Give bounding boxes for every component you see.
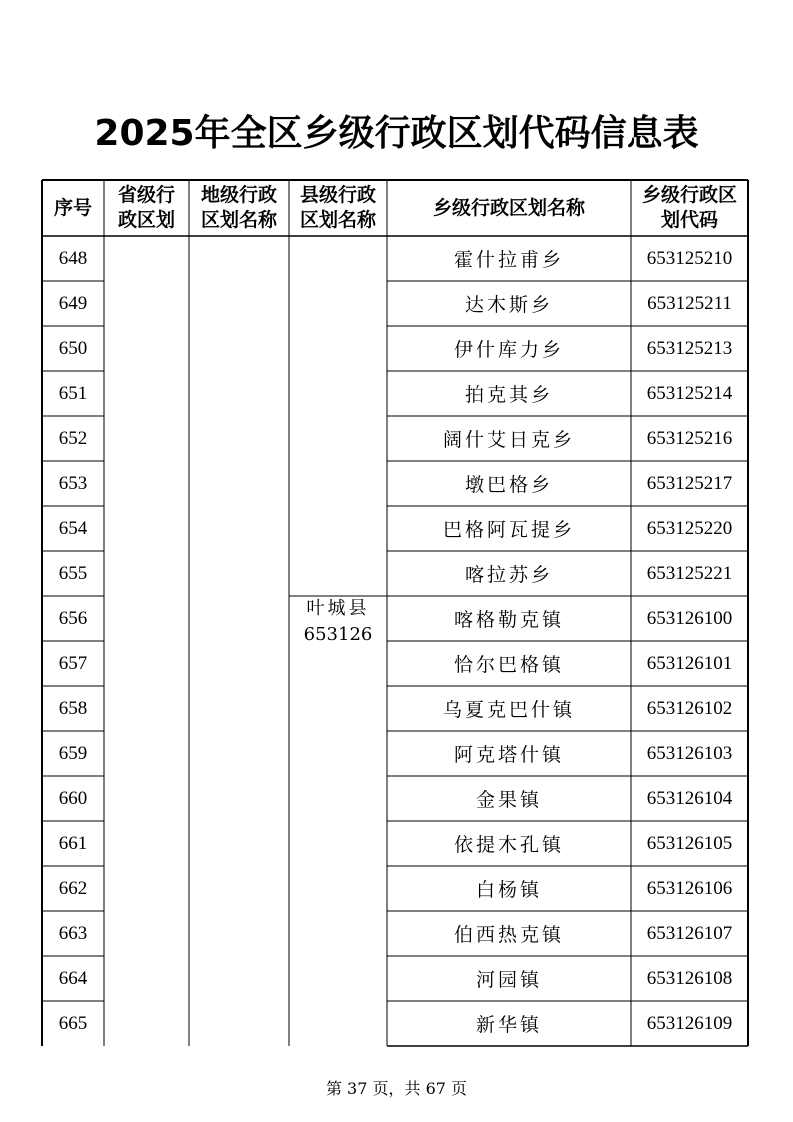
row-township-name: 依提木孔镇	[453, 834, 564, 856]
header-seq: 序号	[53, 196, 92, 219]
row-seq: 665	[58, 1012, 88, 1034]
row-code: 653126107	[646, 922, 733, 944]
row-township-name: 白杨镇	[475, 879, 542, 901]
row-township-name: 恰尔巴格镇	[453, 654, 564, 676]
row-township-name: 伯西热克镇	[453, 924, 564, 946]
row-township-name: 达木斯乡	[464, 294, 553, 316]
row-seq: 658	[58, 697, 88, 719]
row-seq: 651	[58, 382, 88, 404]
page-title: 2025年全区乡级行政区划代码信息表	[94, 113, 699, 154]
row-code: 653126100	[646, 607, 733, 629]
row-code: 653125221	[646, 562, 733, 584]
row-township-name: 喀拉苏乡	[464, 564, 553, 586]
county-cell	[289, 596, 387, 648]
row-code: 653126106	[646, 877, 733, 899]
row-code: 653126103	[646, 742, 733, 764]
row-seq: 650	[58, 337, 88, 359]
row-seq: 657	[58, 652, 88, 674]
row-seq: 652	[58, 427, 88, 449]
row-code: 653126104	[646, 787, 733, 809]
row-seq: 661	[58, 832, 88, 854]
row-code: 653125211	[647, 292, 732, 314]
row-seq: 655	[58, 562, 88, 584]
row-seq: 664	[58, 967, 88, 989]
county-name: 叶城县	[306, 598, 370, 619]
row-seq: 663	[58, 922, 88, 944]
row-code: 653125216	[646, 427, 733, 449]
header-prefecture: 地级行政 区划名称	[200, 184, 277, 231]
page-footer: 第 37 页，共 67 页	[325, 1079, 468, 1098]
row-township-name: 墩巴格乡	[464, 474, 553, 496]
row-township-name: 巴格阿瓦提乡	[442, 519, 575, 541]
row-township-name: 河园镇	[475, 969, 542, 991]
row-township-name: 新华镇	[475, 1014, 542, 1036]
row-seq: 653	[58, 472, 88, 494]
row-code: 653126109	[646, 1012, 733, 1034]
row-seq: 659	[58, 742, 88, 764]
row-seq: 656	[58, 607, 88, 629]
row-seq: 662	[58, 877, 88, 899]
header-code: 乡级行政区 划代码	[641, 184, 737, 231]
row-seq: 648	[58, 247, 88, 269]
county-code: 653126	[303, 624, 373, 645]
row-code: 653125214	[646, 382, 733, 404]
row-township-name: 阔什艾日克乡	[442, 429, 575, 451]
row-township-name: 拍克其乡	[464, 384, 553, 406]
row-seq: 649	[58, 292, 88, 314]
row-code: 653126105	[646, 832, 733, 854]
row-code: 653126102	[646, 697, 733, 719]
header-county: 县级行政 区划名称	[299, 184, 376, 231]
row-seq: 654	[58, 517, 88, 539]
row-township-name: 喀格勒克镇	[453, 609, 564, 631]
row-code: 653126108	[646, 967, 733, 989]
row-township-name: 伊什库力乡	[453, 339, 564, 361]
row-code: 653125217	[646, 472, 733, 494]
row-township-name: 阿克塔什镇	[453, 744, 564, 766]
header-province: 省级行 政区划	[117, 184, 175, 231]
row-code: 653125220	[646, 517, 733, 539]
row-seq: 660	[58, 787, 88, 809]
row-township-name: 霍什拉甫乡	[453, 249, 564, 271]
row-code: 653125213	[646, 337, 733, 359]
row-township-name: 乌夏克巴什镇	[442, 699, 575, 721]
row-code: 653125210	[646, 247, 733, 269]
header-township: 乡级行政区划名称	[432, 196, 585, 219]
row-code: 653126101	[646, 652, 733, 674]
row-township-name: 金果镇	[475, 789, 542, 811]
